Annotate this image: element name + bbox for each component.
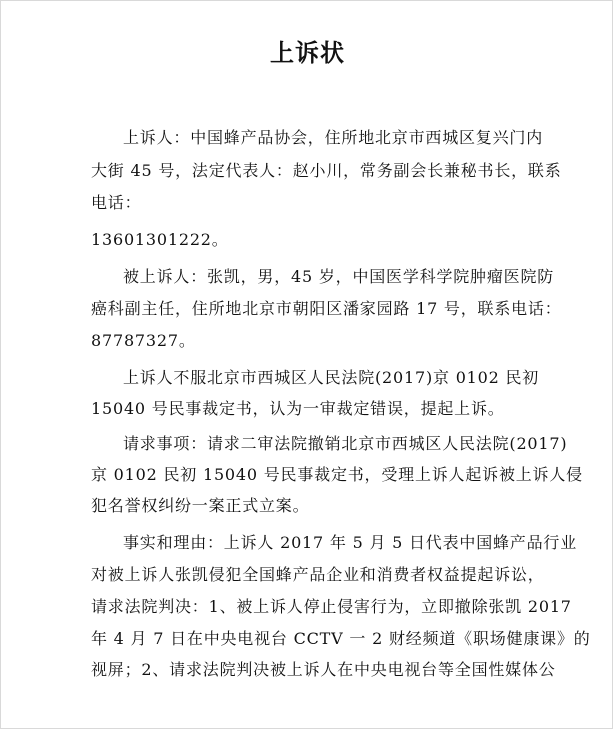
paragraph-line: 上诉人：中国蜂产品协会，住所地北京市西城区复兴门内: [123, 128, 544, 147]
paragraph-line: 87787327。: [91, 331, 196, 350]
paragraph-line: 视屏；2、请求法院判决被上诉人在中央电视台等全国性媒体公: [91, 660, 556, 679]
paragraph-line: 事实和理由：上诉人 2017 年 5 月 5 日代表中国蜂产品行业: [123, 533, 577, 552]
paragraph-line: 京 0102 民初 15040 号民事裁定书，受理上诉人起诉被上诉人侵: [91, 465, 583, 484]
paragraph-line: 请求事项：请求二审法院撤销北京市西城区人民法院(2017): [123, 434, 568, 453]
paragraph-line: 癌科副主任，住所地北京市朝阳区潘家园路 17 号，联系电话：: [91, 299, 562, 318]
paragraph-line: 犯名誉权纠纷一案正式立案。: [91, 496, 310, 515]
paragraph-line: 请求法院判决：1、被上诉人停止侵害行为，立即撤除张凯 2017: [91, 597, 572, 616]
paragraph-line: 上诉人不服北京市西城区人民法院(2017)京 0102 民初: [123, 368, 540, 387]
paragraph-line: 大街 45 号，法定代表人：赵小川，常务副会长兼秘书长，联系: [91, 161, 562, 180]
paragraph-line: 15040 号民事裁定书，认为一审裁定错误，提起上诉。: [91, 399, 505, 418]
paragraph-line: 年 4 月 7 日在中央电视台 CCTV 一 2 财经频道《职场健康课》的: [91, 629, 591, 648]
paragraph-line: 对被上诉人张凯侵犯全国蜂产品企业和消费者权益提起诉讼，: [91, 565, 545, 584]
paragraph-line: 13601301222。: [91, 230, 229, 249]
document-page: [1, 1, 613, 730]
paragraph-line: 被上诉人：张凯，男，45 岁，中国医学科学院肿瘤医院防: [123, 267, 555, 286]
paragraph-line: 电话：: [91, 193, 142, 212]
document-title: 上诉状: [270, 39, 345, 67]
